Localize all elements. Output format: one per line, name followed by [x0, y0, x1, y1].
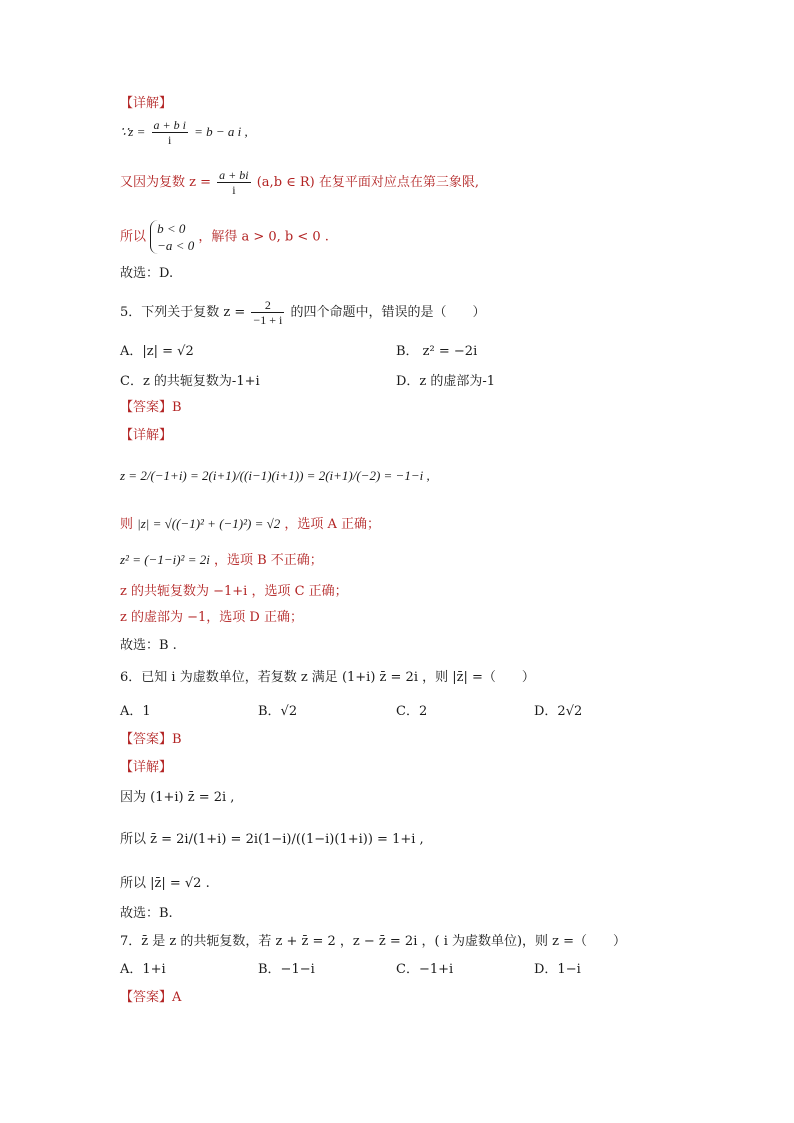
q5-calc4: z 的共轭复数为 −1+i ，选项 C 正确； [120, 584, 348, 599]
q6-calc1: 因为 (1+i) z̄ = 2i , [120, 790, 235, 805]
q5-answer: 【答案】B [120, 400, 182, 415]
q6-detail-header: 【详解】 [120, 760, 173, 775]
q5-calc5: z 的虚部为 −1，选项 D 正确； [120, 610, 303, 625]
q4-detail-header: 【详解】 [120, 96, 173, 111]
q5-calc1: z = 2/(−1+i) = 2(i+1)/((i−1)(i+1)) = 2(i+1)/(−2) = −1−i , [120, 468, 430, 483]
q5-stem-den: −1 + i [253, 313, 283, 327]
q4-line3 [120, 220, 329, 254]
q7-option-c: C．−1+i [396, 962, 454, 977]
q5-stem-fraction [251, 298, 284, 327]
q5-calc2-post: ，选项 A 正确； [284, 517, 381, 532]
q4-line2-post: (a,b ∈ R) 在复平面对应点在第三象限, [256, 175, 480, 190]
q5-calc2-pre: 则 [120, 517, 134, 532]
q6-option-c: C．2 [396, 704, 428, 719]
q5-calc3-post: ，选项 B 不正确； [213, 553, 323, 568]
q5-calc2 [120, 516, 380, 533]
q4-case2: −a < 0 [157, 238, 195, 253]
q5-stem-pre: 5．下列关于复数 z = [120, 305, 246, 320]
q7-stem: 7．z̄ 是 z 的共轭复数，若 z + z̄ = 2 ，z − z̄ = 2i ，( i 为虚数单位)，则 z =（ ） [120, 934, 627, 949]
q5-calc3 [120, 552, 323, 569]
q4-line1-fraction [152, 118, 188, 147]
q5-stem-post: 的四个命题中，错误的是（ ） [290, 305, 486, 320]
q4-line1 [120, 118, 248, 147]
q4-line2-pre: 又因为复数 z = [120, 175, 212, 190]
q6-stem: 6．已知 i 为虚数单位，若复数 z 满足 (1+i) z̄ = 2i ，则 |z̄| =（ ） [120, 670, 535, 685]
q5-stem-num: 2 [251, 298, 284, 313]
q4-line3-pre: 所以 [120, 229, 147, 245]
q5-detail-header: 【详解】 [120, 428, 173, 443]
q4-line3-post: ，解得 a > 0, b < 0 . [198, 229, 329, 245]
q5-choose: 故选：B . [120, 638, 177, 653]
q4-line1-num: a + b i [153, 118, 186, 132]
q4-line2 [120, 168, 479, 197]
q5-option-a: A．|z| = √2 [120, 344, 194, 359]
q5-calc3-math: z² = (−1−i)² = 2i [120, 552, 210, 567]
q4-line1-den: i [168, 133, 172, 147]
q5-option-b: B． z² = −2i [396, 344, 478, 359]
q4-line1-lhs: ∵z = [120, 124, 146, 139]
q7-option-a: A．1+i [120, 962, 166, 977]
q6-calc2: 所以 z̄ = 2i/(1+i) = 2i(1−i)/((1−i)(1+i)) = 1+i , [120, 832, 424, 847]
q5-stem [120, 298, 485, 327]
q6-option-a: A．1 [120, 704, 151, 719]
q6-calc3: 所以 |z̄| = √2 . [120, 876, 210, 891]
q4-line3-cases [150, 220, 194, 254]
q6-option-d: D．2√2 [534, 704, 583, 719]
q7-option-b: B．−1−i [258, 962, 315, 977]
q4-line2-den: i [232, 183, 236, 197]
q5-calc2-math: |z| = √((−1)² + (−1)²) = √2 [137, 516, 281, 531]
q6-answer: 【答案】B [120, 732, 182, 747]
q4-line2-num: a + bi [219, 168, 249, 182]
q5-option-c: C．z 的共轭复数为-1+i [120, 374, 260, 389]
q5-option-d: D．z 的虚部为-1 [396, 374, 496, 389]
q6-option-b: B．√2 [258, 704, 298, 719]
q4-choose: 故选：D. [120, 266, 174, 281]
q7-answer: 【答案】A [120, 990, 182, 1005]
q7-option-d: D．1−i [534, 962, 581, 977]
q6-choose: 故选：B. [120, 906, 173, 921]
q4-line1-rhs: = b − a i , [194, 124, 248, 139]
q4-case1: b < 0 [157, 221, 186, 236]
q4-line2-fraction [217, 168, 250, 197]
